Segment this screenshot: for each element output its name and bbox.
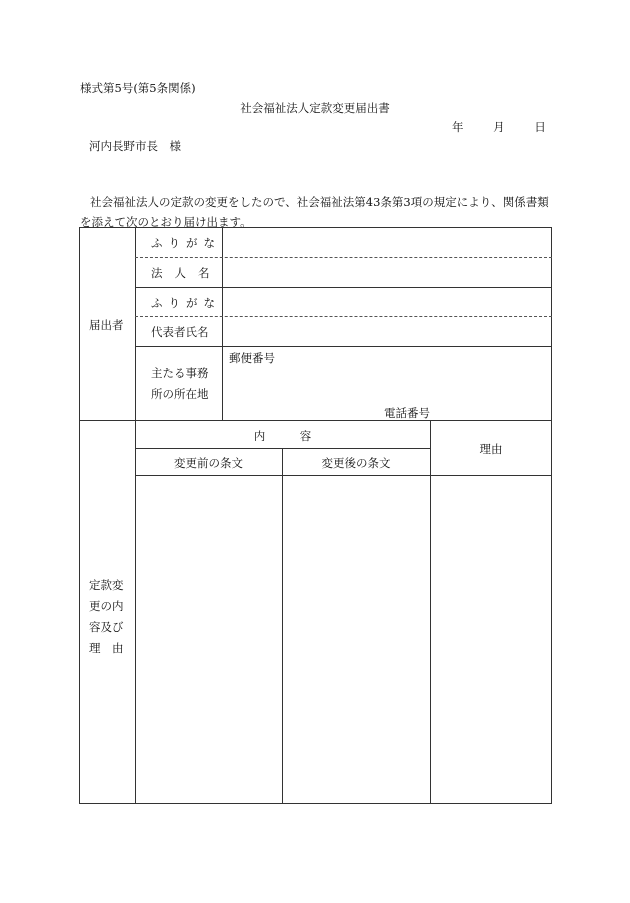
- before-header: 変更前の条文: [174, 456, 243, 470]
- document-title: 社会福祉法人定款変更届出書: [240, 101, 390, 115]
- office-address-label-1: 主たる事務: [151, 366, 209, 380]
- phone-number-label: 電話番号: [384, 406, 430, 420]
- furigana-1-divider: [135, 257, 552, 258]
- changes-table: [79, 420, 552, 804]
- postal-code-label: 郵便番号: [229, 351, 275, 365]
- content-header: 内 容: [253, 429, 312, 443]
- changes-section-label-3: 容及び: [89, 620, 124, 634]
- corporation-name-label: 法人名: [151, 266, 222, 280]
- after-header: 変更後の条文: [321, 456, 391, 470]
- representative-name-label: 代表者氏名: [151, 325, 209, 339]
- corporation-name-divider: [135, 287, 552, 288]
- date-month: 月: [493, 120, 505, 134]
- reason-header: 理由: [479, 442, 503, 456]
- content-header-divider: [135, 448, 430, 449]
- changes-section-label-1: 定款変: [89, 578, 124, 592]
- changes-section-label-4: 理 由: [89, 641, 124, 655]
- before-after-divider: [282, 448, 283, 804]
- office-address-label-2: 所の所在地: [151, 387, 209, 401]
- changes-section-label-2: 更の内: [89, 599, 124, 613]
- applicant-section-label: 届出者: [89, 318, 124, 332]
- representative-divider: [135, 346, 552, 347]
- changes-label-divider: [135, 420, 136, 804]
- furigana-2-divider: [135, 316, 552, 317]
- column-header-divider: [135, 475, 552, 476]
- reason-divider: [430, 420, 431, 804]
- furigana-label-1: ふりがな: [151, 236, 221, 250]
- body-text: 社会福祉法人の定款の変更をしたので、社会福祉法第43条第3項の規定により、関係書類を添えて次のとおり届け出ます。: [80, 195, 549, 229]
- addressee: 河内長野市長 様: [89, 139, 181, 153]
- furigana-label-2: ふりがな: [151, 296, 221, 310]
- date-line: [452, 119, 546, 135]
- date-day: 日: [534, 120, 546, 134]
- date-year: 年: [452, 120, 464, 134]
- form-number: 様式第5号(第5条関係): [80, 81, 196, 95]
